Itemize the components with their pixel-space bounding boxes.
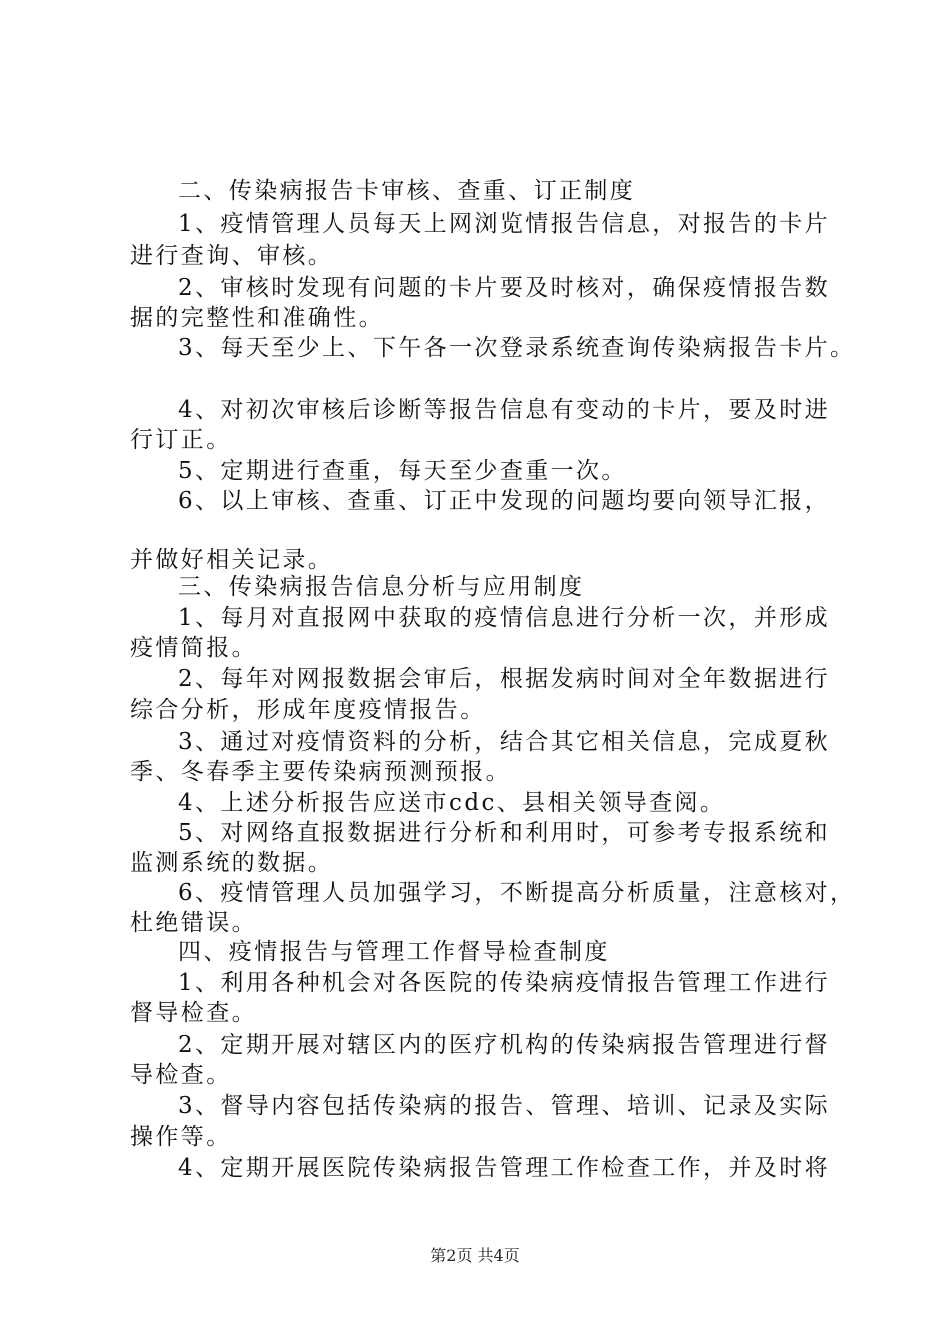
paragraph-line: 2、定期开展对辖区内的医疗机构的传染病报告管理进行督 <box>178 1032 831 1058</box>
paragraph-line: 2、每年对网报数据会审后，根据发病时间对全年数据进行 <box>178 666 831 692</box>
paragraph-line: 3、通过对疫情资料的分析，结合其它相关信息，完成夏秋 <box>178 729 831 755</box>
paragraph-line: 3、每天至少上、下午各一次登录系统查询传染病报告卡片。 <box>178 335 856 361</box>
paragraph-line: 操作等。 <box>130 1124 232 1150</box>
paragraph-line: 疫情简报。 <box>130 635 257 661</box>
paragraph-line: 行订正。 <box>130 427 232 453</box>
paragraph-line: 5、对网络直报数据进行分析和利用时，可参考专报系统和 <box>178 820 831 846</box>
paragraph-line: 2、审核时发现有问题的卡片要及时核对，确保疫情报告数 <box>178 275 831 301</box>
paragraph-line: 6、以上审核、查重、订正中发现的问题均要向领导汇报， <box>178 488 831 514</box>
paragraph-line: 综合分析，形成年度疫情报告。 <box>130 697 486 723</box>
paragraph-line: 1、利用各种机会对各医院的传染病疫情报告管理工作进行 <box>178 970 831 996</box>
section-heading: 四、疫情报告与管理工作督导检查制度 <box>178 939 610 965</box>
section-heading: 三、传染病报告信息分析与应用制度 <box>178 574 585 600</box>
paragraph-line: 1、疫情管理人员每天上网浏览情报告信息，对报告的卡片 <box>178 211 831 237</box>
paragraph-line: 杜绝错误。 <box>130 910 257 936</box>
paragraph-line: 5、定期进行查重，每天至少查重一次。 <box>178 458 627 484</box>
paragraph-line: 3、督导内容包括传染病的报告、管理、培训、记录及实际 <box>178 1093 831 1119</box>
page-number-footer: 第2页 共4页 <box>430 1246 520 1265</box>
paragraph-line: 监测系统的数据。 <box>130 850 334 876</box>
paragraph-line: 4、上述分析报告应送市cdc、县相关领导查阅。 <box>178 790 726 816</box>
paragraph-line: 督导检查。 <box>130 1000 257 1026</box>
section-heading: 二、传染病报告卡审核、查重、订正制度 <box>178 178 636 204</box>
paragraph-line: 4、对初次审核后诊断等报告信息有变动的卡片，要及时进 <box>178 397 831 423</box>
paragraph-line: 导检查。 <box>130 1062 232 1088</box>
paragraph-line: 4、定期开展医院传染病报告管理工作检查工作，并及时将 <box>178 1155 831 1181</box>
paragraph-line: 据的完整性和准确性。 <box>130 305 384 331</box>
paragraph-line: 进行查询、审核。 <box>130 243 334 269</box>
paragraph-line: 并做好相关记录。 <box>130 547 334 573</box>
paragraph-line: 1、每月对直报网中获取的疫情信息进行分析一次，并形成 <box>178 605 831 631</box>
paragraph-line: 季、冬春季主要传染病预测预报。 <box>130 759 511 785</box>
paragraph-line: 6、疫情管理人员加强学习，不断提高分析质量，注意核对， <box>178 880 856 906</box>
